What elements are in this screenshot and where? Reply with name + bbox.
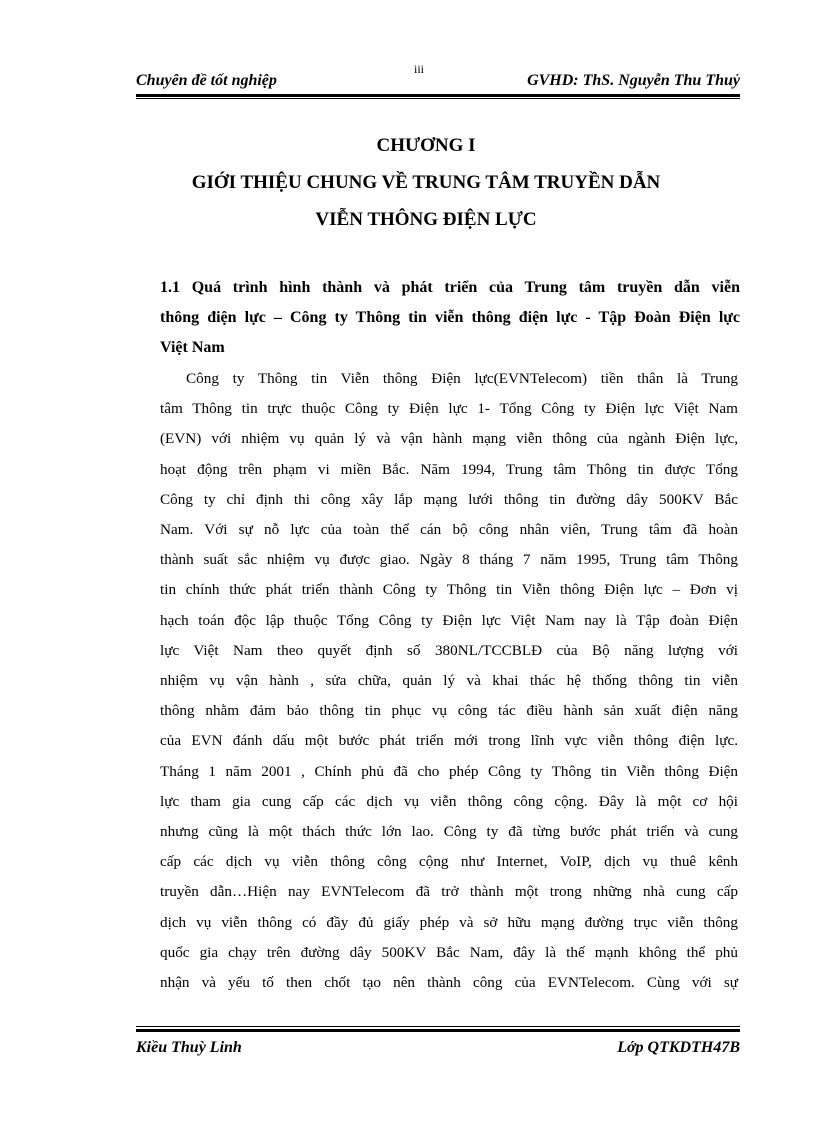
chapter-title-line-1: GIỚI THIỆU CHUNG VỀ TRUNG TÂM TRUYỀN DẪN [191, 172, 661, 193]
section-heading-line: thông điện lực – Công ty Thông tin viễn thông điện lực - Tập Đoàn Điện lực [160, 309, 740, 326]
footer-rule-thin [136, 1026, 740, 1027]
page-number: iii [414, 62, 425, 76]
body-line: nhưng cũng là một thách thức lớn lao. Công ty đã từng bước phát triển và cung [160, 823, 738, 841]
body-line: Tháng 1 năm 2001 , Chính phủ đã cho phép Công ty Thông tin Viễn thông Điện [160, 762, 738, 780]
body-line: thành suất sắc nhiệm vụ được giao. Ngày 8 tháng 7 năm 1995, Trung tâm Thông [160, 551, 738, 569]
body-line: của EVN đánh dấu một bước phát triển mới trong lĩnh vực viễn thông điện lực. [160, 732, 738, 750]
body-line: Công ty chỉ định thi công xây lắp mạng lưới thông tin đường dây 500KV Bắc [160, 490, 738, 508]
header-rule-thin [136, 98, 740, 99]
section-heading [160, 273, 740, 363]
section-heading-line: Việt Nam [160, 339, 225, 356]
body-line: dịch vụ viễn thông có đầy đủ giấy phép và sở hữu mạng đường trục viễn thông [160, 913, 738, 931]
body-line: tin chính thức phát triển thành Công ty Thông tin Viễn thông Điện lực – Đơn vị [160, 581, 738, 599]
header-supervisor: GVHD: ThS. Nguyễn Thu Thuỷ [527, 72, 740, 89]
body-line: Công ty Thông tin Viễn thông Điện lực(EVNTelecom) tiền thân là Trung [186, 370, 738, 387]
body-line: hoạt động trên phạm vi miền Bắc. Năm 1994, Trung tâm Thông tin được Tổng [160, 460, 738, 478]
body-line: tâm Thông tin trực thuộc Công ty Điện lực 1- Tổng Công ty Điện lực Việt Nam [160, 400, 738, 418]
body-line: hạch toán độc lập thuộc Tổng Công ty Điện lực Việt Nam nay là Tập đoàn Điện [160, 611, 738, 629]
body-line: thông nhằm đảm bảo thông tin phục vụ công tác điều hành sản xuất điện năng [160, 702, 738, 720]
chapter-number: CHƯƠNG I [376, 135, 476, 156]
body-line: lực Việt Nam theo quyết định số 380NL/TCCBLĐ của Bộ năng lượng với [160, 641, 738, 659]
footer-author: Kiều Thuỳ Linh [136, 1039, 242, 1056]
body-line: quốc gia chạy trên đường dây 500KV Bắc Nam, đây là thế mạnh không thể phủ [160, 943, 738, 961]
body-line: cấp các dịch vụ viễn thông công cộng như Internet, VoIP, dịch vụ thuê kênh [160, 853, 738, 871]
body-line: nhiệm vụ vận hành , sửa chữa, quản lý và khai thác hệ thống thông tin viễn [160, 672, 738, 690]
footer-rule-thick [136, 1029, 740, 1032]
body-line: truyền dẫn…Hiện nay EVNTelecom đã trở thành một trong những nhà cung cấp [160, 883, 738, 901]
section-heading-line: 1.1 Quá trình hình thành và phát triển của Trung tâm truyền dẫn viễn [160, 279, 740, 296]
header-thesis-title: Chuyên đề tốt nghiệp [136, 72, 277, 89]
header-rule-thick [136, 94, 740, 97]
body-line: nhận và yếu tố then chốt tạo nên thành công của EVNTelecom. Cùng với sự [160, 974, 738, 992]
body-paragraph [160, 364, 738, 998]
body-line: lực tham gia cung cấp các dịch vụ viễn thông công cộng. Đây là một cơ hội [160, 792, 738, 810]
body-line: (EVN) với nhiệm vụ quản lý và vận hành mạng viễn thông của ngành Điện lực, [160, 430, 738, 448]
page-header [136, 62, 740, 96]
chapter-title-line-2: VIỄN THÔNG ĐIỆN LỰC [315, 209, 537, 230]
body-line: Nam. Với sự nỗ lực của toàn thể cán bộ công nhân viên, Trung tâm đã hoàn [160, 521, 738, 539]
footer-class: Lớp QTKDTH47B [617, 1039, 740, 1056]
